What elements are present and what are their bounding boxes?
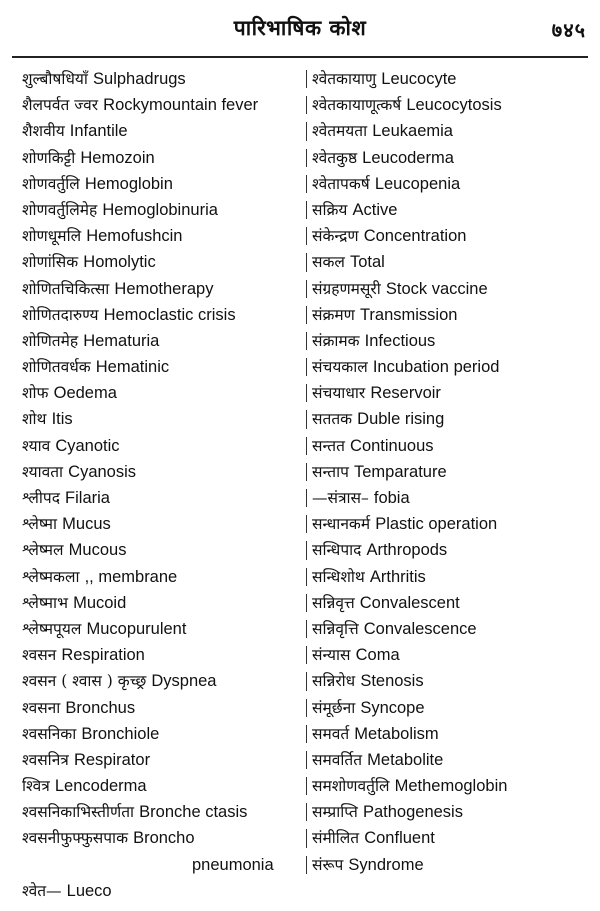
entry-line (22, 409, 73, 428)
hindi-term: सन्निवृत्ति (312, 619, 359, 638)
entry-line (312, 305, 457, 324)
entry-line (22, 69, 186, 88)
entry-line (22, 436, 120, 455)
glossary-entry (22, 459, 302, 485)
entry-line (22, 671, 216, 690)
entry-line (22, 331, 159, 350)
english-term: Temparature (354, 462, 447, 481)
glossary-entry (306, 825, 596, 851)
english-term: Total (350, 253, 385, 272)
right-column (306, 66, 596, 878)
glossary-entry (306, 433, 596, 459)
glossary-entry (22, 537, 302, 563)
entry-line (22, 698, 135, 717)
english-term: Hemoclastic crisis (103, 305, 236, 324)
english-term: Cyanotic (55, 436, 120, 455)
hindi-term: श्वसनिकाभिस्तीर्णता (22, 803, 135, 822)
entry-line (312, 121, 453, 140)
hindi-term: श्वसन ( श्वास ) कृच्छ्र (22, 672, 147, 691)
glossary-entry (306, 721, 596, 747)
hindi-term: शोफ (22, 384, 49, 403)
entry-line (312, 357, 499, 376)
english-term: Stenosis (360, 672, 424, 691)
english-term: Respirator (73, 750, 151, 769)
entry-line (22, 305, 236, 324)
entry-line (22, 645, 145, 664)
hindi-term: श्वसन (22, 646, 57, 665)
english-term: Syncope (360, 698, 425, 717)
glossary-entry (22, 511, 302, 537)
entry-line (312, 855, 424, 874)
hindi-term: श्वेतकायाणु (312, 70, 377, 88)
english-term: Homolytic (83, 253, 156, 272)
english-term: Cyanosis (68, 462, 137, 481)
entry-line (312, 514, 497, 533)
page-number: ७४५ (551, 18, 586, 42)
glossary-entry (306, 302, 596, 328)
hindi-term: समवर्तित (312, 750, 363, 769)
hindi-term: शोणवर्तुलिमेह (22, 200, 98, 219)
glossary-entry (22, 302, 302, 328)
entry-line (312, 252, 385, 271)
entry-line (312, 671, 424, 690)
english-term: Active (352, 200, 398, 219)
page-title: पारिभाषिक कोश (233, 15, 367, 40)
hindi-term: शोणधूमलि (22, 227, 82, 246)
hindi-term: संकेन्द्रण (312, 227, 359, 246)
hindi-term: सन्निवृत्त (312, 593, 355, 612)
hindi-term: शुल्बौषधियाँ (22, 70, 88, 88)
hindi-term: श्लेष्माभ (22, 593, 68, 612)
entry-line (312, 593, 460, 612)
entry-line (22, 121, 128, 140)
hindi-term: शैलपर्वत ज्वर (22, 96, 99, 115)
glossary-entry (306, 276, 596, 302)
english-term: Leucopenia (374, 174, 461, 193)
english-term: Reservoir (370, 384, 441, 403)
hindi-term: श्लेष्मल (22, 541, 64, 560)
page-header (0, 10, 600, 52)
english-term: ,, membrane (84, 567, 178, 586)
glossary-entry (22, 695, 302, 721)
hindi-term: श्लेष्मकला (22, 567, 80, 586)
english-term: Filaria (65, 489, 110, 507)
english-term: Confluent (364, 829, 435, 848)
entry-line (22, 95, 258, 114)
hindi-term: संक्रमण (312, 305, 355, 324)
glossary-entry (306, 511, 596, 537)
hindi-term: संचयाधार (312, 384, 366, 403)
hindi-term: श्वसना (22, 698, 61, 717)
glossary-entry (22, 92, 302, 118)
glossary-entry (22, 197, 302, 223)
english-term: Respiration (61, 646, 145, 665)
glossary-entry (306, 380, 596, 406)
english-term: Mucous (68, 541, 127, 560)
english-term: Arthritis (369, 567, 426, 586)
english-term: Hemoglobinuria (102, 200, 218, 219)
entry-line (312, 645, 400, 664)
entry-line (22, 540, 126, 559)
hindi-term: श्लीपद (22, 489, 60, 507)
entry-line (22, 724, 159, 743)
english-term: Rockymountain fever (103, 96, 259, 115)
hindi-term: श्वित्र (22, 777, 50, 796)
english-term: Hematinic (95, 358, 170, 377)
english-term: Leukaemia (372, 122, 453, 141)
glossary-entry (306, 92, 596, 118)
english-term: Mucoid (73, 593, 127, 612)
english-term: Mucus (62, 515, 111, 534)
glossary-entry (306, 354, 596, 380)
hindi-term: समवर्त (312, 724, 350, 743)
hindi-term: श्लेष्मपूयल (22, 619, 82, 638)
glossary-entry (22, 485, 302, 511)
entry-line (312, 619, 477, 638)
hindi-term: सन्ताप (312, 462, 349, 481)
hindi-term: संक्रामक (312, 331, 360, 350)
hindi-term: शोणकिट्टी (22, 148, 76, 167)
glossary-entry (22, 249, 302, 275)
english-term: Bronchus (65, 698, 136, 717)
english-term: fobia (373, 489, 410, 507)
hindi-term: संग्रहणमसूरी (312, 279, 381, 298)
glossary-entry (22, 564, 302, 590)
glossary-entry (306, 668, 596, 694)
glossary-entry (306, 616, 596, 642)
english-term: Mucopurulent (86, 619, 187, 638)
hindi-term: श्वसनित्र (22, 750, 69, 769)
english-term: Concentration (363, 227, 467, 246)
left-column (22, 66, 302, 904)
glossary-entry (306, 695, 596, 721)
glossary-entry (22, 433, 302, 459)
hindi-term: श्वेतमयता (312, 122, 368, 141)
hindi-term: संचयकाल (312, 358, 368, 377)
header-rule (12, 56, 588, 58)
entry-line (312, 148, 454, 167)
glossary-entry (22, 171, 302, 197)
entry-line (22, 619, 186, 638)
glossary-entry (22, 773, 302, 799)
english-term: Pathogenesis (362, 803, 463, 822)
english-term: Plastic operation (375, 515, 498, 534)
hindi-term: सम्प्राप्ति (312, 803, 358, 822)
entry-line (22, 148, 155, 167)
glossary-entry (306, 747, 596, 773)
glossary-entry (22, 878, 302, 904)
english-term: Infectious (364, 331, 436, 350)
entry-line (22, 226, 182, 245)
glossary-entry (306, 223, 596, 249)
glossary-entry (22, 276, 302, 302)
glossary-entry (306, 197, 596, 223)
hindi-term: श्वेतापकर्ष (312, 174, 370, 193)
entry-line (312, 462, 447, 481)
english-term: Hemozoin (80, 148, 155, 167)
entry-line (312, 174, 460, 193)
entry-line (22, 200, 218, 219)
english-term: Incubation period (372, 358, 500, 377)
glossary-entry (22, 328, 302, 354)
hindi-term: श्यावता (22, 462, 64, 481)
entry-line (22, 174, 173, 193)
glossary-entry (22, 642, 302, 668)
english-term: Convalescent (359, 593, 460, 612)
hindi-term: संमीलित (312, 829, 360, 848)
entry-line (312, 724, 439, 743)
english-term: Stock vaccine (385, 279, 488, 298)
english-term: Leucocyte (381, 70, 457, 88)
hindi-term: शोथ (22, 410, 47, 429)
glossary-entry (306, 485, 596, 511)
glossary-entry (22, 380, 302, 406)
english-term: Broncho (133, 829, 195, 848)
english-term: Bronche ctasis (139, 803, 248, 822)
hindi-term: शोणितचिकित्सा (22, 279, 110, 298)
english-term: Infantile (69, 122, 128, 141)
hindi-term: सन्धिपाद (312, 541, 362, 560)
glossary-entry (306, 249, 596, 275)
glossary-entry (306, 171, 596, 197)
english-term: Arthropods (366, 541, 448, 560)
english-term: Itis (51, 410, 73, 429)
english-term: Hemotherapy (114, 279, 214, 298)
hindi-term: शोणितवर्धक (22, 358, 91, 377)
entry-line (312, 226, 466, 245)
english-term: Bronchiole (81, 724, 160, 743)
entry-line (312, 383, 441, 402)
entry-line (312, 436, 434, 455)
glossary-entry (22, 616, 302, 642)
entry-line (22, 881, 112, 900)
english-term: Syndrome (348, 855, 424, 874)
hindi-term: शोणितमेह (22, 331, 79, 350)
entry-line (312, 802, 463, 821)
hindi-term: शोणवर्तुलि (22, 174, 80, 193)
english-term: Sulphadrugs (93, 70, 186, 88)
hindi-term: सकल (312, 253, 345, 272)
entry-line (22, 383, 117, 402)
glossary-entry (306, 564, 596, 590)
glossary-entry (22, 590, 302, 616)
english-term: Metabolism (354, 724, 439, 743)
hindi-term: श्वेतकुष्ठ (312, 148, 358, 167)
glossary-entry (306, 66, 596, 92)
entry-line (22, 750, 150, 769)
hindi-term: संन्यास (312, 646, 351, 665)
glossary-entry (306, 590, 596, 616)
entry-line (22, 593, 126, 612)
english-term: Convalescence (363, 619, 477, 638)
english-term: Duble rising (357, 410, 445, 429)
glossary-entry (306, 642, 596, 668)
english-term: Continuous (350, 436, 434, 455)
hindi-term: संमूर्छना (312, 698, 356, 717)
glossary-entry (22, 799, 302, 825)
hindi-term: सततक (312, 410, 353, 429)
english-term: Leucocytosis (406, 96, 502, 115)
hindi-term: संरूप (312, 855, 344, 874)
glossary-entry (22, 118, 302, 144)
english-term: Coma (355, 646, 400, 665)
english-term: Transmission (359, 305, 458, 324)
entry-line (22, 514, 111, 533)
entry-line (22, 488, 110, 507)
english-term: Lencoderma (54, 777, 147, 796)
english-term: Hemoglobin (84, 174, 173, 193)
english-term: Lueco (66, 881, 112, 900)
glossary-entry (306, 118, 596, 144)
english-term: Hematuria (83, 331, 160, 350)
entry-line (22, 802, 247, 821)
hindi-term: समशोणवर्तुलि (312, 777, 390, 796)
glossary-entry (306, 773, 596, 799)
glossary-entry (22, 66, 302, 92)
entry-line (312, 698, 425, 717)
entry-line (22, 567, 177, 586)
glossary-entry (306, 406, 596, 432)
hindi-term: श्वेतकायाणूत्कर्ष (312, 96, 402, 115)
english-term: Dyspnea (151, 672, 217, 691)
hindi-term: सन्धानकर्म (312, 515, 371, 534)
entry-line (22, 279, 213, 298)
entry-line (312, 488, 410, 507)
english-term: Leucoderma (362, 148, 454, 167)
hindi-term: श्वसनीफुफ्फुसपाक (22, 829, 128, 848)
entry-line (22, 825, 302, 851)
entry-line (312, 540, 447, 559)
glossary-entry (306, 328, 596, 354)
entry-line (312, 409, 444, 428)
hindi-term: शोणितदारुण्य (22, 305, 99, 324)
glossary-entry (22, 747, 302, 773)
glossary-entry (22, 145, 302, 171)
hindi-term: श्वेत— (22, 881, 62, 900)
english-term: Methemoglobin (394, 777, 508, 796)
hindi-term: श्वसनिका (22, 724, 77, 743)
glossary-entry (22, 406, 302, 432)
glossary-entry (306, 459, 596, 485)
entry-line (22, 776, 147, 795)
hindi-term: सन्धिशोथ (312, 567, 365, 586)
glossary-entry (306, 145, 596, 171)
entry-line (312, 69, 456, 88)
entry-line (312, 95, 502, 114)
english-term: Oedema (53, 384, 117, 403)
entry-line (22, 462, 136, 481)
entry-line (22, 252, 156, 271)
entry-line (312, 567, 426, 586)
english-term: Metabolite (367, 750, 444, 769)
glossary-entry (306, 852, 596, 878)
hindi-term: —संत्रास– (312, 489, 369, 507)
glossary-entry (22, 668, 302, 694)
english-term: Hemofushcin (86, 227, 183, 246)
glossary-entry (306, 799, 596, 825)
entry-line (22, 357, 169, 376)
entry-line (312, 331, 435, 350)
hindi-term: शैशवीय (22, 122, 65, 141)
glossary-entry (22, 721, 302, 747)
hindi-term: सन्निरोध (312, 672, 356, 691)
entry-line (312, 750, 443, 769)
entry-line (312, 279, 488, 298)
hindi-term: सन्तत (312, 436, 345, 455)
glossary-entry (306, 537, 596, 563)
hindi-term: श्याव (22, 436, 51, 455)
glossary-entry (22, 223, 302, 249)
entry-line (312, 776, 507, 795)
hindi-term: सक्रिय (312, 200, 348, 219)
entry-line (312, 200, 397, 219)
hindi-term: शोणांसिक (22, 253, 79, 272)
hindi-term: श्लेष्मा (22, 515, 58, 534)
glossary-entry (22, 825, 302, 877)
english-term-continuation: pneumonia (192, 855, 274, 874)
glossary-entry (22, 354, 302, 380)
entry-line (312, 828, 435, 847)
